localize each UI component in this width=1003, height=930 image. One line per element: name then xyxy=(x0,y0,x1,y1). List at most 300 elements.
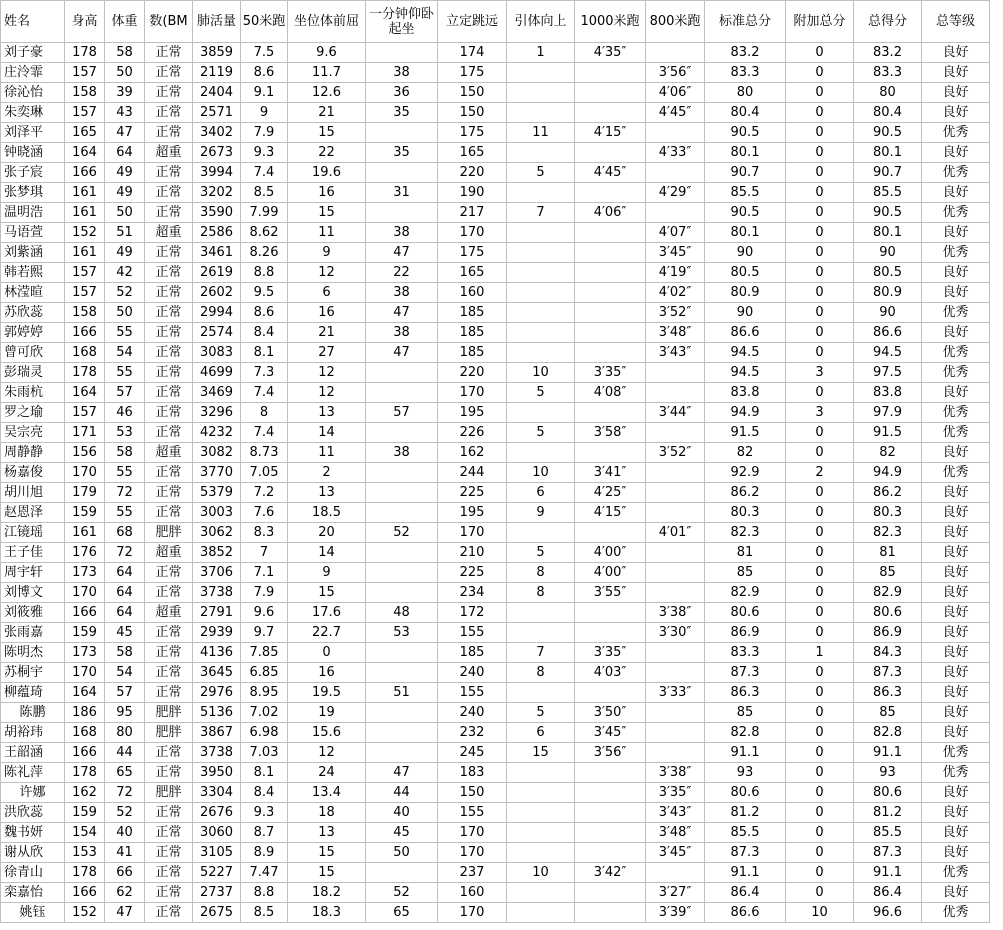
cell-name[interactable]: 林滢暄 xyxy=(1,283,65,303)
cell-standing-long-jump[interactable]: 175 xyxy=(438,243,507,263)
cell-weight[interactable]: 40 xyxy=(105,823,145,843)
cell-bmi[interactable]: 正常 xyxy=(145,63,193,83)
cell-run-1000m[interactable] xyxy=(575,223,646,243)
cell-name[interactable]: 王韶涵 xyxy=(1,743,65,763)
cell-grade[interactable]: 优秀 xyxy=(922,863,990,883)
cell-bmi[interactable]: 超重 xyxy=(145,443,193,463)
cell-grade[interactable]: 良好 xyxy=(922,583,990,603)
cell-sit-and-reach[interactable]: 0 xyxy=(288,643,366,663)
cell-run-50m[interactable]: 7.5 xyxy=(241,43,288,63)
cell-name[interactable]: 杨嘉俊 xyxy=(1,463,65,483)
header-cell-pull-ups[interactable]: 引体向上 xyxy=(507,1,575,43)
cell-height[interactable]: 166 xyxy=(65,603,105,623)
cell-vital-capacity[interactable]: 3202 xyxy=(193,183,241,203)
cell-bonus-total[interactable]: 0 xyxy=(786,863,854,883)
cell-height[interactable]: 158 xyxy=(65,83,105,103)
cell-name[interactable]: 柳蕴琦 xyxy=(1,683,65,703)
cell-standing-long-jump[interactable]: 170 xyxy=(438,903,507,923)
cell-run-1000m[interactable] xyxy=(575,403,646,423)
cell-bmi[interactable]: 正常 xyxy=(145,43,193,63)
cell-situps-1min[interactable]: 38 xyxy=(366,63,438,83)
cell-vital-capacity[interactable]: 3590 xyxy=(193,203,241,223)
cell-situps-1min[interactable]: 47 xyxy=(366,763,438,783)
cell-standing-long-jump[interactable]: 185 xyxy=(438,323,507,343)
cell-height[interactable]: 178 xyxy=(65,763,105,783)
cell-weight[interactable]: 64 xyxy=(105,563,145,583)
cell-sit-and-reach[interactable]: 15 xyxy=(288,583,366,603)
cell-bmi[interactable]: 正常 xyxy=(145,183,193,203)
cell-total-score[interactable]: 90.7 xyxy=(854,163,922,183)
cell-vital-capacity[interactable]: 5136 xyxy=(193,703,241,723)
cell-total-score[interactable]: 91.5 xyxy=(854,423,922,443)
cell-run-800m[interactable]: 4′33″ xyxy=(646,143,705,163)
cell-vital-capacity[interactable]: 3770 xyxy=(193,463,241,483)
cell-situps-1min[interactable]: 51 xyxy=(366,683,438,703)
cell-pull-ups[interactable] xyxy=(507,143,575,163)
cell-run-800m[interactable]: 3′30″ xyxy=(646,623,705,643)
cell-run-1000m[interactable] xyxy=(575,263,646,283)
cell-height[interactable]: 153 xyxy=(65,843,105,863)
cell-bonus-total[interactable]: 0 xyxy=(786,123,854,143)
cell-bmi[interactable]: 超重 xyxy=(145,543,193,563)
cell-run-50m[interactable]: 7 xyxy=(241,543,288,563)
cell-pull-ups[interactable]: 15 xyxy=(507,743,575,763)
cell-standard-total[interactable]: 83.3 xyxy=(705,643,786,663)
cell-total-score[interactable]: 83.8 xyxy=(854,383,922,403)
cell-weight[interactable]: 62 xyxy=(105,883,145,903)
cell-bonus-total[interactable]: 0 xyxy=(786,223,854,243)
cell-height[interactable]: 166 xyxy=(65,323,105,343)
cell-grade[interactable]: 优秀 xyxy=(922,203,990,223)
cell-total-score[interactable]: 82.9 xyxy=(854,583,922,603)
cell-weight[interactable]: 50 xyxy=(105,63,145,83)
cell-weight[interactable]: 47 xyxy=(105,903,145,923)
cell-run-50m[interactable]: 7.9 xyxy=(241,583,288,603)
cell-run-1000m[interactable]: 4′15″ xyxy=(575,123,646,143)
cell-pull-ups[interactable]: 6 xyxy=(507,723,575,743)
header-cell-standard-total[interactable]: 标准总分 xyxy=(705,1,786,43)
cell-pull-ups[interactable]: 5 xyxy=(507,423,575,443)
cell-pull-ups[interactable]: 10 xyxy=(507,863,575,883)
cell-bmi[interactable]: 正常 xyxy=(145,663,193,683)
cell-height[interactable]: 157 xyxy=(65,283,105,303)
cell-pull-ups[interactable] xyxy=(507,263,575,283)
cell-run-1000m[interactable]: 4′15″ xyxy=(575,503,646,523)
cell-sit-and-reach[interactable]: 16 xyxy=(288,663,366,683)
cell-grade[interactable]: 良好 xyxy=(922,143,990,163)
cell-situps-1min[interactable]: 57 xyxy=(366,403,438,423)
cell-bonus-total[interactable]: 1 xyxy=(786,643,854,663)
cell-run-1000m[interactable] xyxy=(575,843,646,863)
header-cell-run-800m[interactable]: 800米跑 xyxy=(646,1,705,43)
cell-weight[interactable]: 51 xyxy=(105,223,145,243)
cell-standard-total[interactable]: 91.5 xyxy=(705,423,786,443)
cell-situps-1min[interactable]: 40 xyxy=(366,803,438,823)
cell-run-1000m[interactable] xyxy=(575,443,646,463)
cell-standard-total[interactable]: 87.3 xyxy=(705,663,786,683)
cell-standing-long-jump[interactable]: 170 xyxy=(438,843,507,863)
cell-sit-and-reach[interactable]: 18.2 xyxy=(288,883,366,903)
cell-pull-ups[interactable]: 10 xyxy=(507,463,575,483)
cell-name[interactable]: 钟晓涵 xyxy=(1,143,65,163)
cell-weight[interactable]: 64 xyxy=(105,583,145,603)
cell-name[interactable]: 彭瑞灵 xyxy=(1,363,65,383)
cell-situps-1min[interactable]: 38 xyxy=(366,323,438,343)
cell-pull-ups[interactable] xyxy=(507,63,575,83)
cell-situps-1min[interactable]: 47 xyxy=(366,303,438,323)
cell-bmi[interactable]: 正常 xyxy=(145,203,193,223)
cell-height[interactable]: 161 xyxy=(65,523,105,543)
cell-name[interactable]: 罗之瑜 xyxy=(1,403,65,423)
cell-bmi[interactable]: 肥胖 xyxy=(145,523,193,543)
cell-run-50m[interactable]: 8.62 xyxy=(241,223,288,243)
cell-run-1000m[interactable] xyxy=(575,623,646,643)
cell-situps-1min[interactable]: 50 xyxy=(366,843,438,863)
cell-sit-and-reach[interactable]: 14 xyxy=(288,543,366,563)
cell-run-800m[interactable]: 3′38″ xyxy=(646,603,705,623)
cell-sit-and-reach[interactable]: 14 xyxy=(288,423,366,443)
cell-height[interactable]: 161 xyxy=(65,183,105,203)
cell-run-800m[interactable]: 3′48″ xyxy=(646,823,705,843)
cell-situps-1min[interactable] xyxy=(366,483,438,503)
cell-weight[interactable]: 53 xyxy=(105,423,145,443)
cell-name[interactable]: 栾嘉怡 xyxy=(1,883,65,903)
cell-run-800m[interactable] xyxy=(646,863,705,883)
cell-height[interactable]: 164 xyxy=(65,383,105,403)
cell-weight[interactable]: 65 xyxy=(105,763,145,783)
cell-weight[interactable]: 58 xyxy=(105,43,145,63)
cell-run-50m[interactable]: 8.8 xyxy=(241,263,288,283)
cell-grade[interactable]: 良好 xyxy=(922,223,990,243)
cell-vital-capacity[interactable]: 4136 xyxy=(193,643,241,663)
cell-height[interactable]: 173 xyxy=(65,643,105,663)
cell-sit-and-reach[interactable]: 9 xyxy=(288,243,366,263)
cell-weight[interactable]: 72 xyxy=(105,543,145,563)
cell-weight[interactable]: 52 xyxy=(105,803,145,823)
cell-name[interactable]: 朱奕琳 xyxy=(1,103,65,123)
cell-height[interactable]: 158 xyxy=(65,303,105,323)
cell-weight[interactable]: 52 xyxy=(105,283,145,303)
cell-pull-ups[interactable] xyxy=(507,603,575,623)
cell-run-1000m[interactable]: 4′08″ xyxy=(575,383,646,403)
cell-bonus-total[interactable]: 0 xyxy=(786,843,854,863)
cell-vital-capacity[interactable]: 2737 xyxy=(193,883,241,903)
cell-run-800m[interactable]: 4′06″ xyxy=(646,83,705,103)
cell-pull-ups[interactable] xyxy=(507,443,575,463)
cell-situps-1min[interactable] xyxy=(366,583,438,603)
cell-vital-capacity[interactable]: 2976 xyxy=(193,683,241,703)
cell-pull-ups[interactable]: 7 xyxy=(507,203,575,223)
cell-run-1000m[interactable] xyxy=(575,283,646,303)
cell-sit-and-reach[interactable]: 22 xyxy=(288,143,366,163)
cell-bmi[interactable]: 正常 xyxy=(145,683,193,703)
cell-total-score[interactable]: 90.5 xyxy=(854,203,922,223)
cell-height[interactable]: 157 xyxy=(65,403,105,423)
cell-pull-ups[interactable]: 7 xyxy=(507,643,575,663)
cell-height[interactable]: 168 xyxy=(65,343,105,363)
cell-height[interactable]: 165 xyxy=(65,123,105,143)
cell-name[interactable]: 张子宸 xyxy=(1,163,65,183)
cell-bmi[interactable]: 正常 xyxy=(145,263,193,283)
cell-bonus-total[interactable]: 0 xyxy=(786,63,854,83)
cell-run-50m[interactable]: 7.1 xyxy=(241,563,288,583)
cell-run-800m[interactable] xyxy=(646,743,705,763)
cell-bmi[interactable]: 正常 xyxy=(145,903,193,923)
cell-standard-total[interactable]: 86.3 xyxy=(705,683,786,703)
cell-grade[interactable]: 优秀 xyxy=(922,763,990,783)
cell-weight[interactable]: 66 xyxy=(105,863,145,883)
cell-name[interactable]: 魏书妍 xyxy=(1,823,65,843)
cell-situps-1min[interactable] xyxy=(366,543,438,563)
header-cell-standing-long-jump[interactable]: 立定跳远 xyxy=(438,1,507,43)
cell-standard-total[interactable]: 83.2 xyxy=(705,43,786,63)
cell-height[interactable]: 166 xyxy=(65,163,105,183)
cell-grade[interactable]: 良好 xyxy=(922,283,990,303)
cell-run-50m[interactable]: 7.2 xyxy=(241,483,288,503)
cell-standard-total[interactable]: 80.5 xyxy=(705,263,786,283)
cell-run-50m[interactable]: 8.4 xyxy=(241,783,288,803)
cell-bonus-total[interactable]: 0 xyxy=(786,623,854,643)
cell-situps-1min[interactable]: 44 xyxy=(366,783,438,803)
cell-run-50m[interactable]: 7.4 xyxy=(241,163,288,183)
cell-total-score[interactable]: 86.2 xyxy=(854,483,922,503)
cell-vital-capacity[interactable]: 2939 xyxy=(193,623,241,643)
cell-name[interactable]: 庄泠霏 xyxy=(1,63,65,83)
cell-grade[interactable]: 良好 xyxy=(922,383,990,403)
cell-bonus-total[interactable]: 0 xyxy=(786,183,854,203)
cell-run-50m[interactable]: 8.4 xyxy=(241,323,288,343)
cell-bonus-total[interactable]: 0 xyxy=(786,543,854,563)
cell-total-score[interactable]: 80.1 xyxy=(854,223,922,243)
cell-grade[interactable]: 优秀 xyxy=(922,163,990,183)
cell-bonus-total[interactable]: 3 xyxy=(786,403,854,423)
cell-total-score[interactable]: 80 xyxy=(854,83,922,103)
cell-run-50m[interactable]: 9.3 xyxy=(241,803,288,823)
cell-run-800m[interactable] xyxy=(646,643,705,663)
cell-pull-ups[interactable]: 5 xyxy=(507,383,575,403)
cell-sit-and-reach[interactable]: 9.6 xyxy=(288,43,366,63)
cell-standing-long-jump[interactable]: 240 xyxy=(438,663,507,683)
cell-bonus-total[interactable]: 0 xyxy=(786,663,854,683)
cell-weight[interactable]: 54 xyxy=(105,343,145,363)
cell-name[interactable]: 许娜 xyxy=(1,783,65,803)
cell-run-1000m[interactable]: 4′03″ xyxy=(575,663,646,683)
cell-bonus-total[interactable]: 0 xyxy=(786,503,854,523)
cell-pull-ups[interactable] xyxy=(507,623,575,643)
cell-name[interactable]: 韩若熙 xyxy=(1,263,65,283)
cell-run-50m[interactable]: 7.05 xyxy=(241,463,288,483)
cell-run-50m[interactable]: 8.8 xyxy=(241,883,288,903)
cell-run-50m[interactable]: 9.6 xyxy=(241,603,288,623)
cell-bonus-total[interactable]: 0 xyxy=(786,83,854,103)
cell-pull-ups[interactable]: 5 xyxy=(507,163,575,183)
cell-run-50m[interactable]: 7.4 xyxy=(241,383,288,403)
cell-run-50m[interactable]: 7.02 xyxy=(241,703,288,723)
cell-sit-and-reach[interactable]: 19 xyxy=(288,703,366,723)
cell-bmi[interactable]: 正常 xyxy=(145,503,193,523)
cell-run-1000m[interactable] xyxy=(575,803,646,823)
cell-bmi[interactable]: 正常 xyxy=(145,563,193,583)
cell-weight[interactable]: 41 xyxy=(105,843,145,863)
cell-vital-capacity[interactable]: 2119 xyxy=(193,63,241,83)
cell-grade[interactable]: 良好 xyxy=(922,603,990,623)
cell-standing-long-jump[interactable]: 185 xyxy=(438,303,507,323)
cell-bonus-total[interactable]: 0 xyxy=(786,803,854,823)
cell-bonus-total[interactable]: 10 xyxy=(786,903,854,923)
cell-vital-capacity[interactable]: 3083 xyxy=(193,343,241,363)
cell-standing-long-jump[interactable]: 150 xyxy=(438,103,507,123)
header-cell-bonus-total[interactable]: 附加总分 xyxy=(786,1,854,43)
cell-grade[interactable]: 良好 xyxy=(922,543,990,563)
cell-vital-capacity[interactable]: 3402 xyxy=(193,123,241,143)
cell-run-50m[interactable]: 9.3 xyxy=(241,143,288,163)
cell-vital-capacity[interactable]: 2994 xyxy=(193,303,241,323)
cell-vital-capacity[interactable]: 3304 xyxy=(193,783,241,803)
cell-weight[interactable]: 43 xyxy=(105,103,145,123)
cell-situps-1min[interactable]: 38 xyxy=(366,283,438,303)
cell-bonus-total[interactable]: 0 xyxy=(786,303,854,323)
cell-run-1000m[interactable]: 4′25″ xyxy=(575,483,646,503)
cell-run-800m[interactable]: 4′01″ xyxy=(646,523,705,543)
cell-pull-ups[interactable]: 9 xyxy=(507,503,575,523)
cell-situps-1min[interactable]: 36 xyxy=(366,83,438,103)
cell-vital-capacity[interactable]: 2586 xyxy=(193,223,241,243)
cell-total-score[interactable]: 80.6 xyxy=(854,603,922,623)
cell-standard-total[interactable]: 94.9 xyxy=(705,403,786,423)
cell-pull-ups[interactable] xyxy=(507,323,575,343)
cell-name[interactable]: 洪欣蕊 xyxy=(1,803,65,823)
cell-bonus-total[interactable]: 0 xyxy=(786,743,854,763)
cell-run-800m[interactable]: 3′52″ xyxy=(646,303,705,323)
cell-vital-capacity[interactable]: 3645 xyxy=(193,663,241,683)
cell-standing-long-jump[interactable]: 170 xyxy=(438,523,507,543)
cell-run-800m[interactable] xyxy=(646,203,705,223)
cell-run-1000m[interactable] xyxy=(575,523,646,543)
cell-standard-total[interactable]: 80.3 xyxy=(705,503,786,523)
cell-grade[interactable]: 良好 xyxy=(922,703,990,723)
cell-name[interactable]: 王子佳 xyxy=(1,543,65,563)
cell-situps-1min[interactable] xyxy=(366,563,438,583)
cell-bonus-total[interactable]: 0 xyxy=(786,723,854,743)
cell-run-1000m[interactable]: 3′58″ xyxy=(575,423,646,443)
cell-weight[interactable]: 55 xyxy=(105,323,145,343)
cell-pull-ups[interactable] xyxy=(507,843,575,863)
cell-run-1000m[interactable] xyxy=(575,683,646,703)
cell-run-50m[interactable]: 9 xyxy=(241,103,288,123)
cell-vital-capacity[interactable]: 3003 xyxy=(193,503,241,523)
cell-weight[interactable]: 68 xyxy=(105,523,145,543)
cell-grade[interactable]: 良好 xyxy=(922,783,990,803)
cell-run-1000m[interactable]: 3′56″ xyxy=(575,743,646,763)
cell-standard-total[interactable]: 81.2 xyxy=(705,803,786,823)
cell-pull-ups[interactable] xyxy=(507,223,575,243)
cell-run-800m[interactable] xyxy=(646,563,705,583)
cell-height[interactable]: 161 xyxy=(65,203,105,223)
cell-pull-ups[interactable] xyxy=(507,343,575,363)
cell-total-score[interactable]: 80.3 xyxy=(854,503,922,523)
cell-weight[interactable]: 50 xyxy=(105,303,145,323)
cell-total-score[interactable]: 91.1 xyxy=(854,743,922,763)
cell-run-50m[interactable]: 8.5 xyxy=(241,903,288,923)
cell-run-1000m[interactable] xyxy=(575,603,646,623)
cell-sit-and-reach[interactable]: 18.3 xyxy=(288,903,366,923)
cell-run-800m[interactable] xyxy=(646,723,705,743)
cell-run-800m[interactable] xyxy=(646,503,705,523)
cell-run-1000m[interactable] xyxy=(575,883,646,903)
cell-situps-1min[interactable]: 38 xyxy=(366,223,438,243)
cell-standard-total[interactable]: 93 xyxy=(705,763,786,783)
cell-standing-long-jump[interactable]: 165 xyxy=(438,263,507,283)
cell-situps-1min[interactable] xyxy=(366,163,438,183)
cell-total-score[interactable]: 86.3 xyxy=(854,683,922,703)
cell-sit-and-reach[interactable]: 17.6 xyxy=(288,603,366,623)
cell-run-50m[interactable]: 9.5 xyxy=(241,283,288,303)
cell-pull-ups[interactable] xyxy=(507,243,575,263)
cell-vital-capacity[interactable]: 2574 xyxy=(193,323,241,343)
cell-total-score[interactable]: 86.9 xyxy=(854,623,922,643)
cell-run-800m[interactable]: 3′39″ xyxy=(646,903,705,923)
cell-grade[interactable]: 良好 xyxy=(922,823,990,843)
cell-situps-1min[interactable] xyxy=(366,663,438,683)
cell-sit-and-reach[interactable]: 11 xyxy=(288,223,366,243)
cell-name[interactable]: 陈礼萍 xyxy=(1,763,65,783)
cell-vital-capacity[interactable]: 2676 xyxy=(193,803,241,823)
cell-run-50m[interactable]: 8.6 xyxy=(241,303,288,323)
cell-vital-capacity[interactable]: 5227 xyxy=(193,863,241,883)
cell-run-800m[interactable]: 3′35″ xyxy=(646,783,705,803)
cell-pull-ups[interactable] xyxy=(507,303,575,323)
cell-name[interactable]: 刘子豪 xyxy=(1,43,65,63)
cell-grade[interactable]: 优秀 xyxy=(922,903,990,923)
cell-name[interactable]: 胡川旭 xyxy=(1,483,65,503)
cell-run-50m[interactable]: 8.95 xyxy=(241,683,288,703)
cell-bmi[interactable]: 正常 xyxy=(145,823,193,843)
cell-total-score[interactable]: 85.5 xyxy=(854,823,922,843)
cell-sit-and-reach[interactable]: 12.6 xyxy=(288,83,366,103)
cell-run-1000m[interactable] xyxy=(575,243,646,263)
cell-weight[interactable]: 58 xyxy=(105,443,145,463)
cell-weight[interactable]: 49 xyxy=(105,163,145,183)
cell-standard-total[interactable]: 85.5 xyxy=(705,183,786,203)
cell-weight[interactable]: 72 xyxy=(105,483,145,503)
cell-grade[interactable]: 优秀 xyxy=(922,123,990,143)
cell-total-score[interactable]: 90.5 xyxy=(854,123,922,143)
cell-height[interactable]: 171 xyxy=(65,423,105,443)
cell-bmi[interactable]: 正常 xyxy=(145,343,193,363)
cell-name[interactable]: 周静静 xyxy=(1,443,65,463)
cell-standing-long-jump[interactable]: 244 xyxy=(438,463,507,483)
cell-standard-total[interactable]: 86.6 xyxy=(705,323,786,343)
cell-standing-long-jump[interactable]: 185 xyxy=(438,343,507,363)
cell-total-score[interactable]: 93 xyxy=(854,763,922,783)
cell-bmi[interactable]: 肥胖 xyxy=(145,783,193,803)
cell-height[interactable]: 170 xyxy=(65,583,105,603)
cell-bonus-total[interactable]: 0 xyxy=(786,43,854,63)
cell-total-score[interactable]: 94.5 xyxy=(854,343,922,363)
cell-standing-long-jump[interactable]: 210 xyxy=(438,543,507,563)
cell-height[interactable]: 178 xyxy=(65,363,105,383)
cell-standing-long-jump[interactable]: 155 xyxy=(438,683,507,703)
cell-run-1000m[interactable] xyxy=(575,303,646,323)
cell-total-score[interactable]: 80.4 xyxy=(854,103,922,123)
cell-standing-long-jump[interactable]: 170 xyxy=(438,383,507,403)
cell-bmi[interactable]: 正常 xyxy=(145,403,193,423)
cell-sit-and-reach[interactable]: 13 xyxy=(288,403,366,423)
cell-situps-1min[interactable]: 47 xyxy=(366,243,438,263)
cell-grade[interactable]: 优秀 xyxy=(922,343,990,363)
cell-sit-and-reach[interactable]: 18.5 xyxy=(288,503,366,523)
cell-grade[interactable]: 良好 xyxy=(922,323,990,343)
